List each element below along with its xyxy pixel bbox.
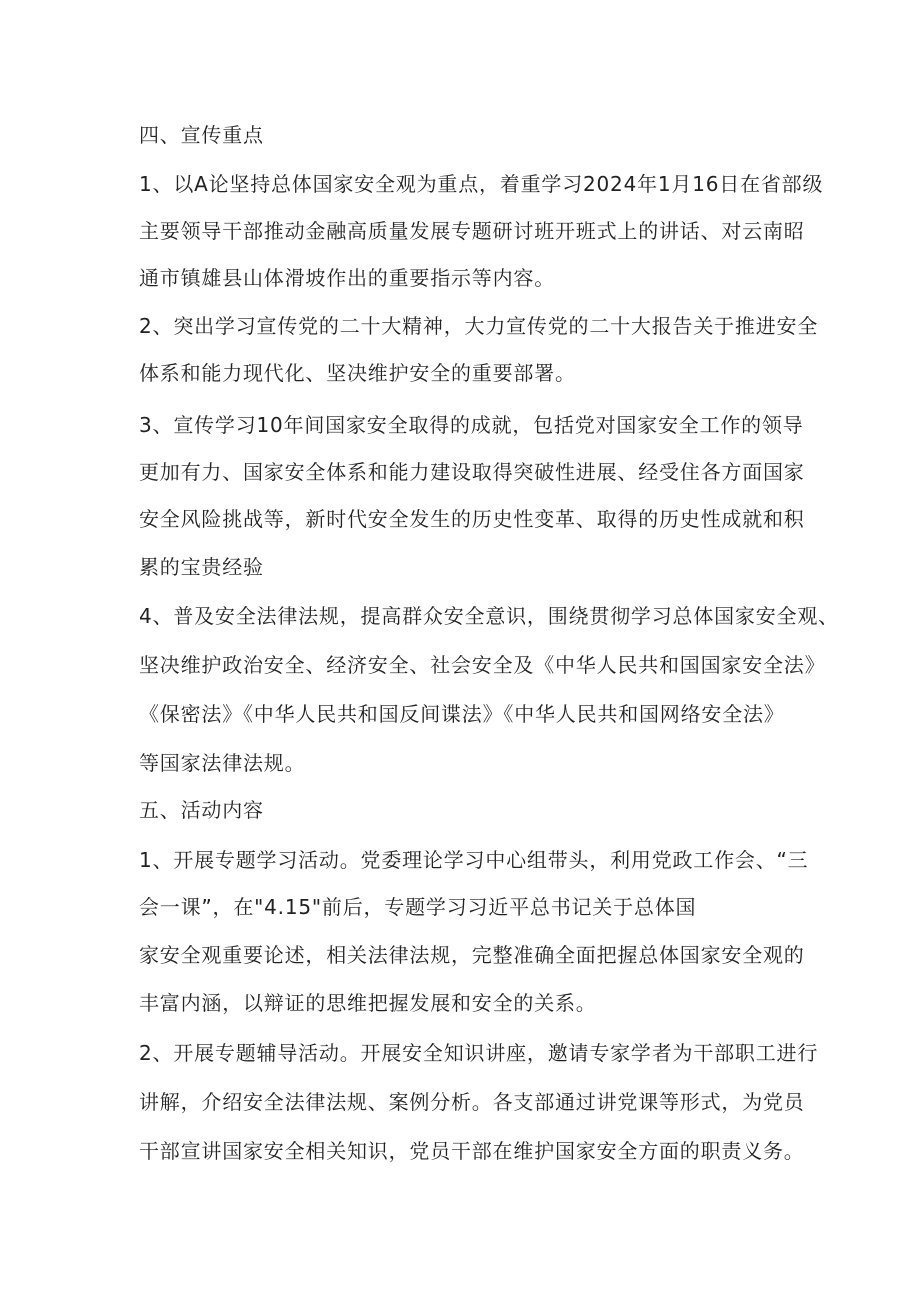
paragraph-line: 3、宣传学习10年间国家安全取得的成就，包括党对国家安全工作的领导 bbox=[139, 413, 804, 437]
paragraph-line: 2、突出学习宣传党的二十大精神，大力宣传党的二十大报告关于推进安全 bbox=[139, 314, 819, 338]
paragraph-line: 体系和能力现代化、坚决维护安全的重要部署。 bbox=[139, 361, 576, 385]
paragraph-line: 干部宣讲国家安全相关知识，党员干部在维护国家安全方面的职责义务。 bbox=[139, 1139, 805, 1163]
paragraph-line: 会一课”，在"4.15"前后，专题学习习近平总书记关于总体国 bbox=[139, 895, 697, 919]
paragraph-line: 4、普及安全法律法规，提高群众安全意识，围绕贯彻学习总体国家安全观、 bbox=[139, 604, 839, 628]
paragraph-line: 安全风险挑战等，新时代安全发生的历史性变革、取得的历史性成就和积 bbox=[139, 507, 805, 531]
paragraph-line: 等国家法律法规。 bbox=[139, 751, 306, 775]
section-heading-publicity-focus: 四、宣传重点 bbox=[139, 123, 264, 147]
paragraph-line: 讲解，介绍安全法律法规、案例分析。各支部通过讲党课等形式，为党员 bbox=[139, 1090, 805, 1114]
paragraph-line: 1、以A论坚持总体国家安全观为重点，着重学习2024年1月16日在省部级 bbox=[139, 172, 824, 196]
paragraph-line: 1、开展专题学习活动。党委理论学习中心组带头，利用党政工作会、“三 bbox=[139, 848, 809, 872]
paragraph-line: 更加有力、国家安全体系和能力建设取得突破性进展、经受住各方面国家 bbox=[139, 460, 805, 484]
paragraph-line: 坚决维护政治安全、经济安全、社会安全及《中华人民共和国国家安全法》 bbox=[139, 653, 826, 677]
section-heading-activity-content: 五、活动内容 bbox=[139, 798, 264, 822]
paragraph-line: 主要领导干部推动金融高质量发展专题研讨班开班式上的讲话、对云南昭 bbox=[139, 219, 805, 243]
paragraph-line: 丰富内涵，以辩证的思维把握发展和安全的关系。 bbox=[139, 991, 597, 1015]
paragraph-line: 2、开展专题辅导活动。开展安全知识讲座，邀请专家学者为干部职工进行 bbox=[139, 1041, 819, 1065]
paragraph-line: 通市镇雄县山体滑坡作出的重要指示等内容。 bbox=[139, 266, 555, 290]
paragraph-line: 《保密法》《中华人民共和国反间谍法》《中华人民共和国网络安全法》 bbox=[139, 702, 785, 726]
paragraph-line: 家安全观重要论述，相关法律法规，完整准确全面把握总体国家安全观的 bbox=[139, 943, 805, 967]
paragraph-line: 累的宝贵经验 bbox=[139, 555, 264, 579]
